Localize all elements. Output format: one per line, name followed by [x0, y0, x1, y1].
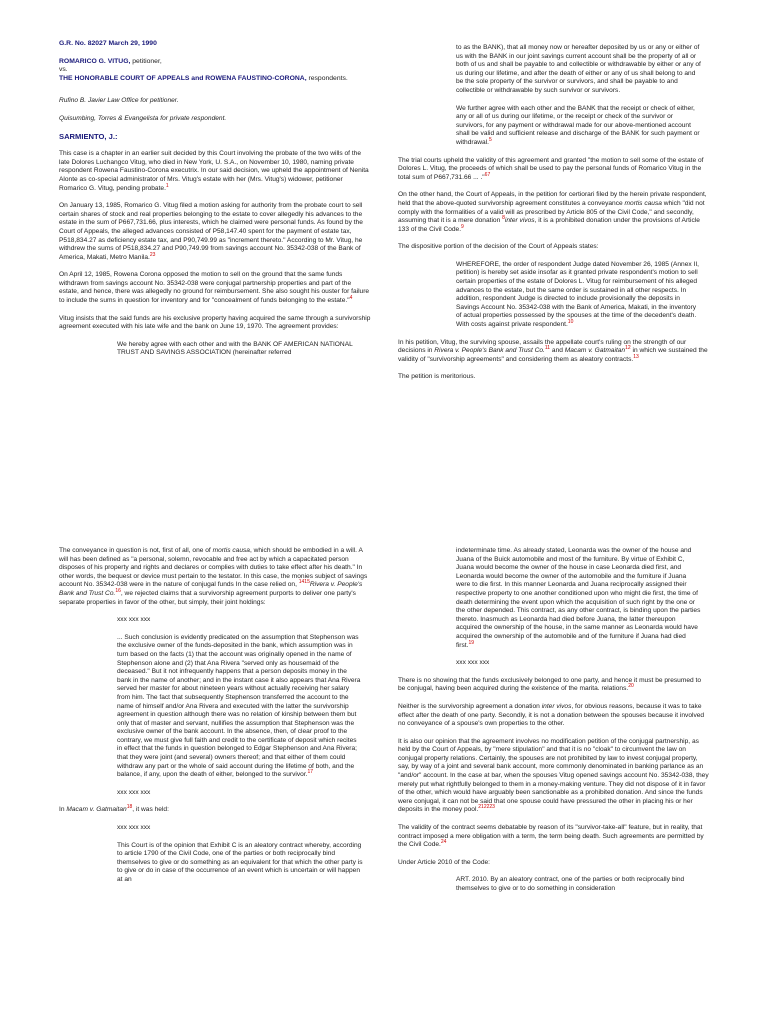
footnote-link[interactable]: 6: [484, 171, 488, 178]
footnote-link[interactable]: 8: [502, 214, 505, 221]
paragraph: Vitug insists that the said funds are his exclusive property having acquired the same through a survivorship agreement executed with his late wife and the bank on June 19, 1970. The agreement provides:: [59, 314, 371, 331]
counsel-petitioner: Rufino B. Javier Law Office for petitioner.: [59, 97, 179, 105]
paragraph: The petition is meritorious.: [398, 373, 476, 381]
footnote-link[interactable]: 14: [298, 579, 305, 586]
paragraph: There is no showing that the funds exclusively belonged to one party, and hence it must be presumed to be conjugal, having been acquired during the existence of the marita. relations.$^{20}$: [398, 676, 702, 693]
petitioner-line: [59, 58, 371, 67]
page2-left-column: [59, 547, 371, 894]
counsel-respondent: Quisumbing, Torres & Evangelista for private respondent.: [59, 114, 227, 122]
footnote-link[interactable]: 16: [115, 587, 121, 594]
respondents-line: [59, 75, 371, 84]
block-quote: This Court is of the opinion that Exhibit C is an aleatory contract whereby, according to article 1790 of the Civil Code, one of the parties or both reciprocally bind themselves to give or do something as an equivalent for that which the other party is to give or do in case of the occurrence of an event which is uncertain or will happen at an: [117, 841, 363, 883]
block-quote: We hereby agree with each other and with the BANK OF AMERICAN NATIONAL TRUST AND SAVINGS ASSOCIATION (hereinafter referred: [117, 340, 353, 357]
paragraph: The dispositive portion of the decision of the Court of Appeals states:: [398, 243, 599, 251]
block-quote: to as the BANK), that all money now or hereafter deposited by us or any or either of us with the BANK in our joint savings current account shall be the property of all or both of us and shall be payable to and collectible or withdrawable by either or any of us during our lifetime, and after the death of either or any of us shall belong to and be the sole property of the survivor or survivors, and shall be payable to and collectible or withdrawable by such survivor or survivors.: [456, 44, 701, 94]
footnote-link[interactable]: 7: [487, 171, 491, 178]
ellipsis-marker: xxx xxx xxx: [117, 616, 151, 624]
paragraph: Neither is the survivorship agreement a donation inter vivos, for obvious reasons, because it was to take effect after the death of one party. Secondly, it is not a donation between the spouses because it involved no conveyance of a spouse's own properties to the other.: [398, 702, 705, 728]
footnote-link[interactable]: 1: [165, 182, 169, 189]
footnote-link[interactable]: 21: [478, 804, 484, 811]
footnote-link[interactable]: 5: [488, 136, 492, 143]
page1-left-column: [59, 40, 371, 367]
paragraph: Under Article 2010 of the Code:: [398, 858, 491, 866]
ponente: SARMIENTO, J.:: [59, 131, 118, 141]
footnote-link[interactable]: 4: [349, 294, 353, 301]
paragraph: In his petition, Vitug, the surviving spouse, assails the appellate court's ruling on the strength of our decisions in Rivera v. People's Bank and Trust Co.$^{11}$ and Macam v. Gatmaitan$^{12}$ in which we sustained the validity of "survivorship agreements" and considering them as aleatory contracts.$^{13}$: [398, 338, 708, 363]
respondents-name: THE HONORABLE COURT OF APPEALS and ROWENA FAUSTINO-CORONA,: [59, 74, 307, 82]
paragraph: On April 12, 1985, Rowena Corona opposed the motion to sell on the ground that the same funds withdrawn from savings account No. 35342-038 were conjugal partnership properties and part of the estate, and hence, there was allegedly no ground for reimbursement. She also sought his ouster for failure to include the sums in question for inventory and for "concealment of funds belonging to the estate."$^4$: [59, 271, 370, 305]
paragraph: On January 13, 1985, Romarico G. Vitug filed a motion asking for authority from the probate court to sell certain shares of stock and real properties belonging to the estate to cover allegedly his advances to the estate in the sum of P667,731.66, plus interests, which he claimed were personal funds. As found by the Court of Appeals, the alleged advances consisted of P58,147.40 spent for the payment of estate tax, P518,834.27 as deficiency estate tax, and P90,749.99 as "increment thereto." According to Mr. Vitug, he withdrew the sums of P518,834.27 and P90,749.99 from savings account No. 35342-038 of the Bank of America, Makati, Metro Manila.$^{23}$: [59, 202, 363, 261]
footnote-link[interactable]: 3: [152, 251, 156, 258]
versus: vs.: [59, 66, 68, 74]
footnote-link[interactable]: 23: [489, 804, 495, 811]
page1-right-column: [398, 44, 710, 391]
block-quote: WHEREFORE, the order of respondent Judge dated November 26, 1985 (Annex II, petition) is hereby set aside insofar as it granted private respondent's motion to sell certain properties of the estate of Dolores L. Vitug for reimbursement of his alleged advances to the estate, but the same order is sustained in all other respects. In addition, respondent Judge is directed to include provisionally the deposits in Savings Account No. 35342-038 with the Bank of America, Makati, in the inventory of actual properties possessed by the spouses at the time of the decedent's death. With costs against private respondent.$^{10}$: [456, 260, 699, 329]
ellipsis-marker: xxx xxx xxx: [117, 824, 151, 832]
footnote-link[interactable]: 15: [304, 579, 310, 586]
footnote-link[interactable]: 11: [544, 345, 551, 352]
paragraph: This case is a chapter in an earlier suit decided by this Court involving the probate of the two wills of the late Dolores Luchangco Vitug, who died in New York, U. S.A., on November 10, 1980, naming private respondent Rowena Faustino-Corona executrix. In our said decision, we upheld the appointment of Nenita Alonte as co-special administrator of Mrs. Vitug's estate with her (Mrs. Vitug's) widower, petitioner Romarico G. Vitug, pending probate.$^1$: [59, 150, 369, 192]
petitioner-name: ROMARICO G. VITUG,: [59, 57, 131, 65]
paragraph: The validity of the contract seems debatable by reason of its "survivor-take-all" feature, but in reality, that contract imposed a mere obligation with a term, the term being death. Such agreements are permitted by the Civil Code.$^{24}$: [398, 824, 704, 849]
block-quote: We further agree with each other and the BANK that the receipt or check of either, any or all of us during our lifetime, or the receipt or check of the survivor or survivors, for any payment or withdrawal made for our above-mentioned account shall be valid and sufficient release and discharge of the BANK for such payment or withdrawal.$^5$: [456, 104, 700, 146]
paragraph: The trial courts upheld the validity of this agreement and granted "the motion to sell some of the estate of Dolores L. Vitug, the proceeds of which shall be used to pay the personal funds of Romarico Vitug in the total sum of P667,731.66 ... ."$^{67}$: [398, 156, 704, 181]
footnote-link[interactable]: 20: [628, 683, 634, 690]
footnote-link[interactable]: 19: [468, 639, 475, 646]
footnote-link[interactable]: 12: [625, 345, 631, 352]
footnote-link[interactable]: 22: [483, 804, 490, 811]
ellipsis-marker: xxx xxx xxx: [117, 788, 151, 796]
footnote-link[interactable]: 18: [126, 804, 133, 811]
respondents-role: respondents.: [306, 74, 348, 82]
ellipsis-marker: xxx xxx xxx: [456, 659, 490, 667]
block-quote: indeterminate time. As already stated, Leonarda was the owner of the house and Juana of the Buick automobile and most of the furniture. By virtue of Exhibit C, Juana would become the owner of the house in case Leonarda died first, and Leonarda would become the owner of the automobile and the furniture if Juana were to die first. In this manner Leonarda and Juana reciprocally assigned their respective property to one another conditioned upon who might die first, the time of death determining the event upon which the acquisition of such right by the one or the other depended. This contract, as any other contract, is binding upon the parties thereto. Inasmuch as Leonarda had died before Juana, the latter thereupon acquired the ownership of the house, in the same manner as Leonarda would have acquired the ownership of the automobile and of the furniture if Juana had died first.$^{19}$: [456, 547, 701, 649]
paragraph: In Macam v. Gatmaitan$^{18}$, it was held:: [59, 804, 169, 814]
page2-right-column: [398, 547, 710, 903]
block-quote: ART. 2010. By an aleatory contract, one of the parties or both reciprocally bind themselves to give or to do something in consideration: [456, 876, 685, 892]
paragraph: The conveyance in question is not, first of all, one of mortis causa, which should be embodied in a will. A will has been defined as "a personal, solemn, revocable and free act by which a capacitated person disposes of his property and rights and declares or complies with duties to take effect after his death." In other words, the bequest or device must pertain to the testator. In this case, the monies subject of savings account No. 35342-038 were in the nature of conjugal funds In the case relied on, $^{1415}$Rivera v. People's Bank and Trust Co.$^{16}$, we rejected claims that a survivorship agreement purports to deliver one party's separate properties in favor of the other, but simply, their joint holdings:: [59, 547, 368, 606]
block-quote: ... Such conclusion is evidently predicated on the assumption that Stephenson was the exclusive owner of the funds-deposited in the bank, which assumption was in turn based on the facts (1) that the account was originally opened in the name of Stephenson alone and (2) that Ana Rivera "served only as housemaid of the deceased." But it not infrequently happens that a person deposits money in the bank in the name of another; and in the instant case it also appears that Ana Rivera served her master for about nineteen years without actually receiving her salary from him. The fact that subsequently Stephenson transferred the account to the name of himself and/or Ana Rivera and executed with the latter the survivorship agreement in question although there was no relation of kinship between them but only that of master and servant, nullifies the assumption that Stephenson was the exclusive owner of the bank account. In the absence, then, of clear proof to the contrary, we must give full faith and credit to the certificate of deposit which recites in effect that the funds in question belonged to Edgar Stephenson and Ana Rivera; that they were joint (and several) owners thereof; and that either of them could withdraw any part or the whole of said account during the lifetime of both, and the balance, if any, upon the death of either, belonged to the survivor.$^{17}$: [117, 633, 361, 779]
paragraph: On the other hand, the Court of Appeals, in the petition for certiorari filed by the herein private respondent, held that the above-quoted survivorship agreement constitutes a conveyance mortis causa which "did not comply with the formalities of a valid will as prescribed by Article 805 of the Civil Code," and secondly, assuming that it is a mere donation $^8$inter vivos, it is a prohibited donation under the provisions of Article 133 of the Civil Code.$^9$: [398, 191, 707, 233]
footnote-link[interactable]: 10: [567, 318, 574, 325]
footnote-link[interactable]: 9: [461, 223, 464, 230]
footnote-link[interactable]: 17: [307, 769, 314, 776]
petitioner-role: petitioner,: [130, 57, 162, 65]
case-number: G.R. No. 82027 March 29, 1990: [59, 40, 157, 47]
paragraph: It is also our opinion that the agreement involves no modification petition of the conjugal partnership, as held by the Court of Appeals, by "mere stipulation" and that it is no "cloak" to circumvent the law on conjugal property relations. Certainly, the spouses are not prohibited by law to invest conjugal property, say, by way of a joint and several bank account, more commonly denominated in banking parlance as an "and/or" account. In the case at bar, when the spouses Vitug opened savings account No. 35342-038, they merely put what rightfully belonged to them in a money-making venture. They did not dispose of it in favor of the other, which would have arguably been sanctionable as a prohibited donation. And since the funds were conjugal, it can not be said that one spouse could have pressured the other in placing his or her deposits in the money pool.$^{212223}$: [398, 737, 709, 814]
footnote-link[interactable]: 24: [440, 839, 447, 846]
footnote-link[interactable]: 2: [149, 251, 153, 258]
footnote-link[interactable]: 13: [633, 353, 639, 360]
